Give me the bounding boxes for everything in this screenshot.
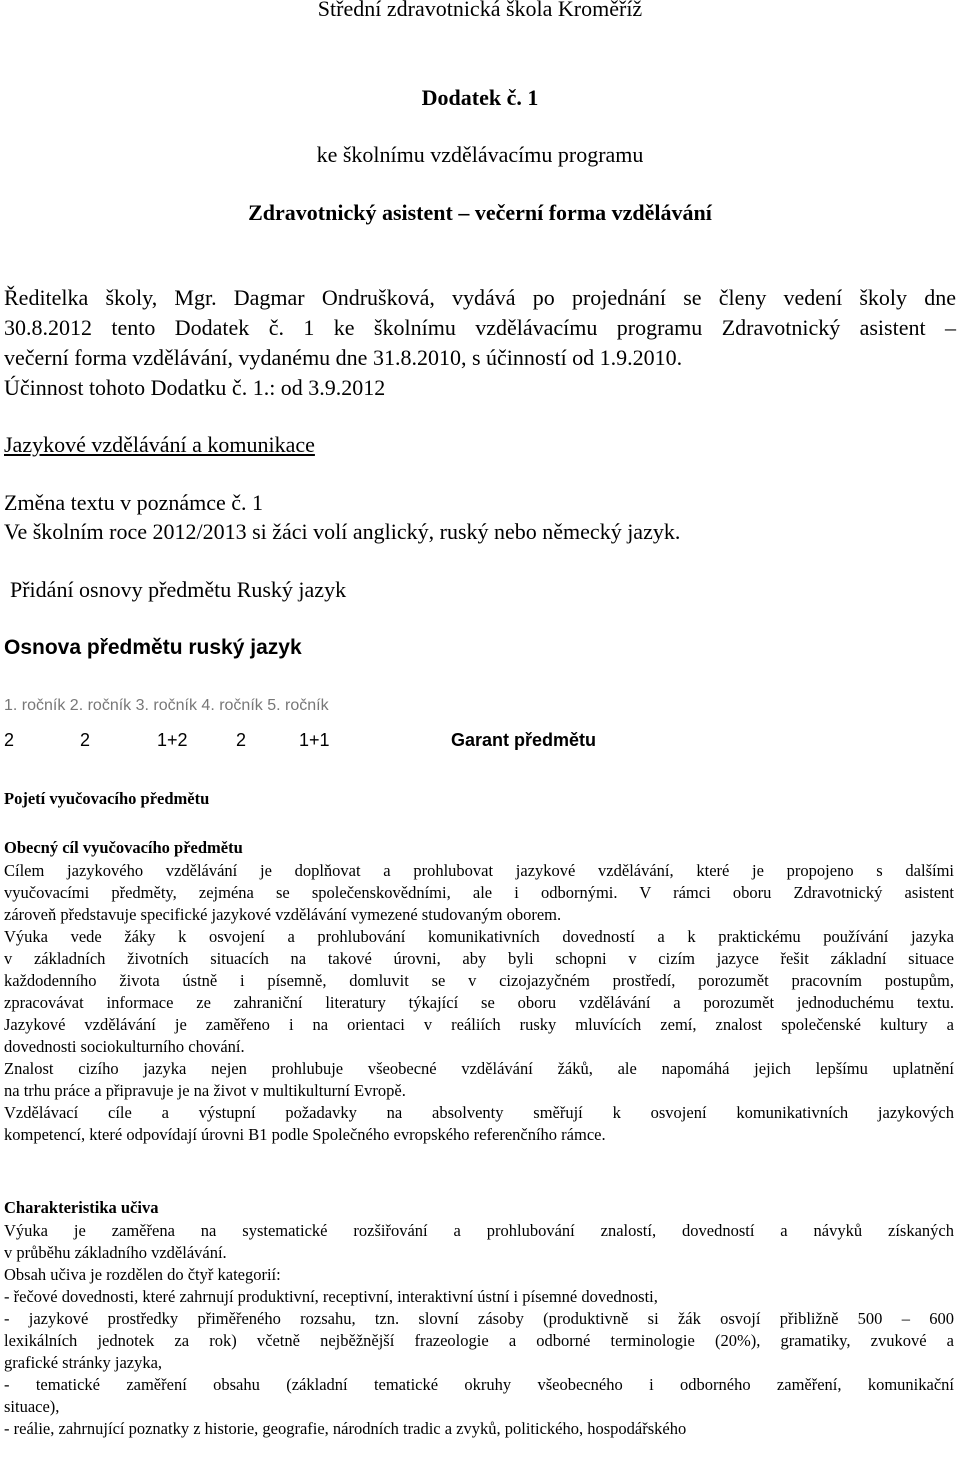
curriculum-heading: Charakteristika učiva	[4, 1198, 159, 1217]
goal-heading: Obecný cíl vyučovacího předmětu	[4, 838, 243, 857]
curr-p3-line-1: - řečové dovednosti, které zahrnují produktivní, receptivní, interaktivní ústní i písemné dovednosti,	[4, 1287, 658, 1306]
goal-p3-line-1: Jazykové vzdělávání je zaměřeno i na orientaci v reáliích rusky mluvících zemí, znalost společenské kultury a	[4, 1015, 954, 1034]
goal-p2-line-1: Výuka vede žáky k osvojení a prohlubování komunikativních dovedností a k praktickému používání jazyka	[4, 927, 954, 946]
intro-line-2: 30.8.2012 tento Dodatek č. 1 ke školnímu vzdělávacímu programu Zdravotnický asistent –	[4, 315, 956, 340]
curr-p2-line-1: Obsah učiva je rozdělen do čtyř kategorií:	[4, 1265, 281, 1284]
hours-year-1: 2	[4, 730, 15, 750]
program-name: Zdravotnický asistent – večerní forma vzdělávání	[248, 200, 712, 225]
years-line: 1. ročník 2. ročník 3. ročník 4. ročník 5. ročník	[4, 697, 329, 714]
intro-line-4: Účinnost tohoto Dodatku č. 1.: od 3.9.2012	[4, 375, 386, 400]
curr-p4-line-2: lexikálních jednotek za rok) včetně nejběžnější frazeologie a odborné terminologie (20%), gramatiky, zvukové a	[4, 1331, 954, 1350]
goal-p4-line-2: na trhu práce a připravuje je na život v multikulturní Evropě.	[4, 1081, 406, 1100]
hours-year-4: 2	[236, 730, 247, 750]
school-name: Střední zdravotnická škola Kroměříž	[317, 0, 643, 21]
syllabus-heading: Osnova předmětu ruský jazyk	[4, 636, 302, 659]
goal-p2-line-4: zpracovávat informace ze zahraniční literatury týkající se oboru vzdělávání a porozumět jednoduchému textu.	[4, 993, 954, 1012]
section-language-title: Jazykové vzdělávání a komunikace	[4, 432, 315, 457]
hours-year-5: 1+1	[299, 730, 330, 750]
goal-p5-line-2: kompetencí, které odpovídají úrovni B1 podle Společného evropského referenčního rámce.	[4, 1125, 606, 1144]
goal-p1-line-1: Cílem jazykového vzdělávání je doplňovat a prohlubovat jazykové vzdělávání, které je propojeno s dalšími	[4, 861, 954, 880]
intro-line-3: večerní forma vzdělávání, vydanému dne 31.8.2010, s účinností od 1.9.2010.	[4, 345, 683, 370]
document-title: Dodatek č. 1	[421, 85, 539, 110]
intro-line-1: Ředitelka školy, Mgr. Dagmar Ondrušková, vydává po projednání se členy vedení školy dne	[4, 285, 956, 310]
goal-p1-line-2: vyučovacími předměty, zejména se společenskovědními, ale i odbornými. V rámci oboru Zdravotnický asistent	[4, 883, 954, 902]
curriculum-text	[4, 1220, 954, 1440]
change-note-text: Ve školním roce 2012/2013 si žáci volí anglický, ruský nebo německý jazyk.	[4, 519, 681, 544]
curr-p4-line-1: - jazykové prostředky přiměřeného rozsahu, tzn. slovní zásoby (produktivně si žák osvojí přibližně 500 – 600	[4, 1309, 954, 1328]
curr-p1-line-2: v průběhu základního vzdělávání.	[4, 1243, 227, 1262]
goal-text	[4, 860, 954, 1146]
curr-p5-line-1: - tematické zaměření obsahu (základní tematické okruhy všeobecného i odborného zaměření, komunikační	[4, 1375, 954, 1394]
hours-year-3: 1+2	[157, 730, 188, 750]
goal-p1-line-3: zároveň představuje specifické jazykové vzdělávání vymezené studovaným oborem.	[4, 905, 562, 924]
curr-p6-line-1: - reálie, zahrnující poznatky z historie, geografie, národních tradic a zvyků, politického, hospodářského	[4, 1419, 687, 1438]
curr-p4-line-3: grafické stránky jazyka,	[4, 1353, 163, 1372]
document-subtitle: ke školnímu vzdělávacímu programu	[316, 142, 644, 167]
curr-p5-line-2: situace),	[4, 1397, 60, 1416]
curr-p1-line-1: Výuka je zaměřena na systematické rozšiřování a prohlubování znalostí, dovedností a návyků získaných	[4, 1221, 954, 1240]
goal-p4-line-1: Znalost cizího jazyka nejen prohlubuje všeobecné vzdělávání žáků, ale napomáhá jejich lepšímu uplatnění	[4, 1059, 954, 1078]
goal-p2-line-3: každodenního života ústně i písemně, domluvit se v cizojazyčném prostředí, porozumět pracovním postupům,	[4, 971, 954, 990]
goal-p2-line-2: v základních životních situacích na takové úrovni, aby byli schopni v cizím jazyce řešit základní situace	[4, 949, 954, 968]
guarantor-label: Garant předmětu	[451, 730, 597, 750]
concept-heading: Pojetí vyučovacího předmětu	[4, 789, 210, 808]
change-note-label: Změna textu v poznámce č. 1	[4, 490, 264, 515]
goal-p3-line-2: dovednosti sociokulturního chování.	[4, 1037, 245, 1056]
added-syllabus-label: Přidání osnovy předmětu Ruský jazyk	[10, 577, 347, 602]
hours-year-2: 2	[80, 730, 91, 750]
goal-p5-line-1: Vzdělávací cíle a výstupní požadavky na absolventy směřují k osvojení komunikativních jazykových	[4, 1103, 954, 1122]
